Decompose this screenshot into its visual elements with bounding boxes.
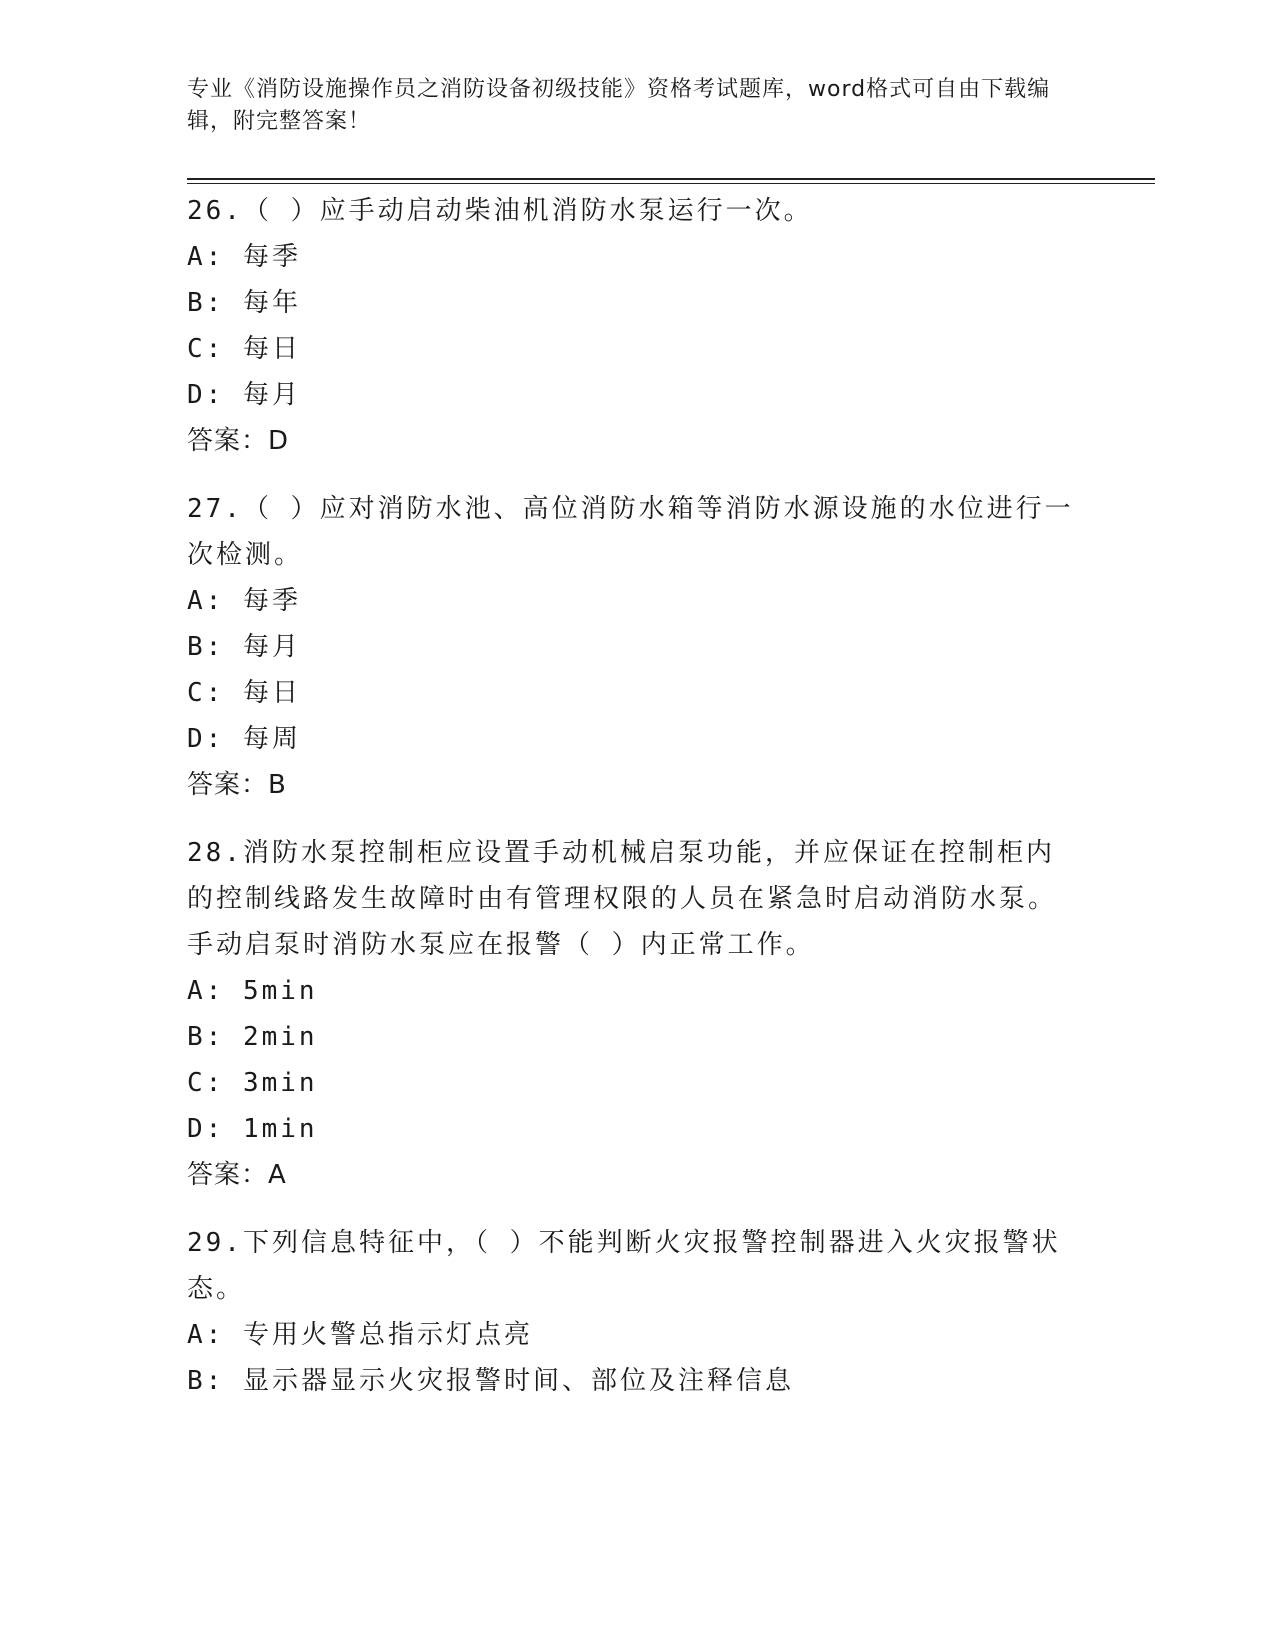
option-b: B: 每年 — [187, 288, 301, 318]
option-d: D: 每周 — [187, 724, 301, 754]
option-c: C: 3min — [187, 1068, 318, 1098]
option-list — [187, 1312, 1077, 1404]
option-b: B: 显示器显示火灾报警时间、部位及注释信息 — [187, 1366, 794, 1396]
option-a: A: 专用火警总指示灯点亮 — [187, 1320, 533, 1350]
option-b: B: 2min — [187, 1022, 318, 1052]
question-text: 26.（ ）应手动启动柴油机消防水泵运行一次。 — [187, 196, 813, 226]
option-b: B: 每月 — [187, 632, 301, 662]
document-header: 专业《消防设施操作员之消防设备初级技能》资格考试题库，word格式可自由下载编辑，附完整答案！ — [187, 77, 1051, 134]
option-d: D: 每月 — [187, 380, 301, 410]
option-list — [187, 578, 1077, 762]
question-text: 28.消防水泵控制柜应设置手动机械启泵功能，并应保证在控制柜内的控制线路发生故障时由有管理权限的人员在紧急时启动消防水泵。手动启泵时消防水泵应在报警（ ）内正常工作。 — [187, 838, 1058, 960]
option-a: A: 每季 — [187, 586, 301, 616]
option-list — [187, 968, 1077, 1152]
question-text: 27.（ ）应对消防水池、高位消防水箱等消防水源设施的水位进行一次检测。 — [187, 494, 1074, 570]
option-c: C: 每日 — [187, 678, 301, 708]
header-divider-thick — [187, 178, 1155, 180]
header-divider-thin — [187, 183, 1155, 184]
option-list — [187, 234, 1077, 418]
option-c: C: 每日 — [187, 334, 301, 364]
answer-label: 答案：B — [187, 770, 287, 800]
question-27 — [187, 486, 1077, 808]
option-a: A: 每季 — [187, 242, 301, 272]
question-26 — [187, 188, 1077, 464]
option-a: A: 5min — [187, 976, 318, 1006]
question-28 — [187, 830, 1077, 1198]
question-list — [187, 188, 1077, 1426]
answer-label: 答案：D — [187, 426, 290, 456]
option-d: D: 1min — [187, 1114, 318, 1144]
answer-label: 答案：A — [187, 1160, 287, 1190]
question-text: 29.下列信息特征中，（ ）不能判断火灾报警控制器进入火灾报警状态。 — [187, 1228, 1061, 1304]
question-29 — [187, 1220, 1077, 1404]
